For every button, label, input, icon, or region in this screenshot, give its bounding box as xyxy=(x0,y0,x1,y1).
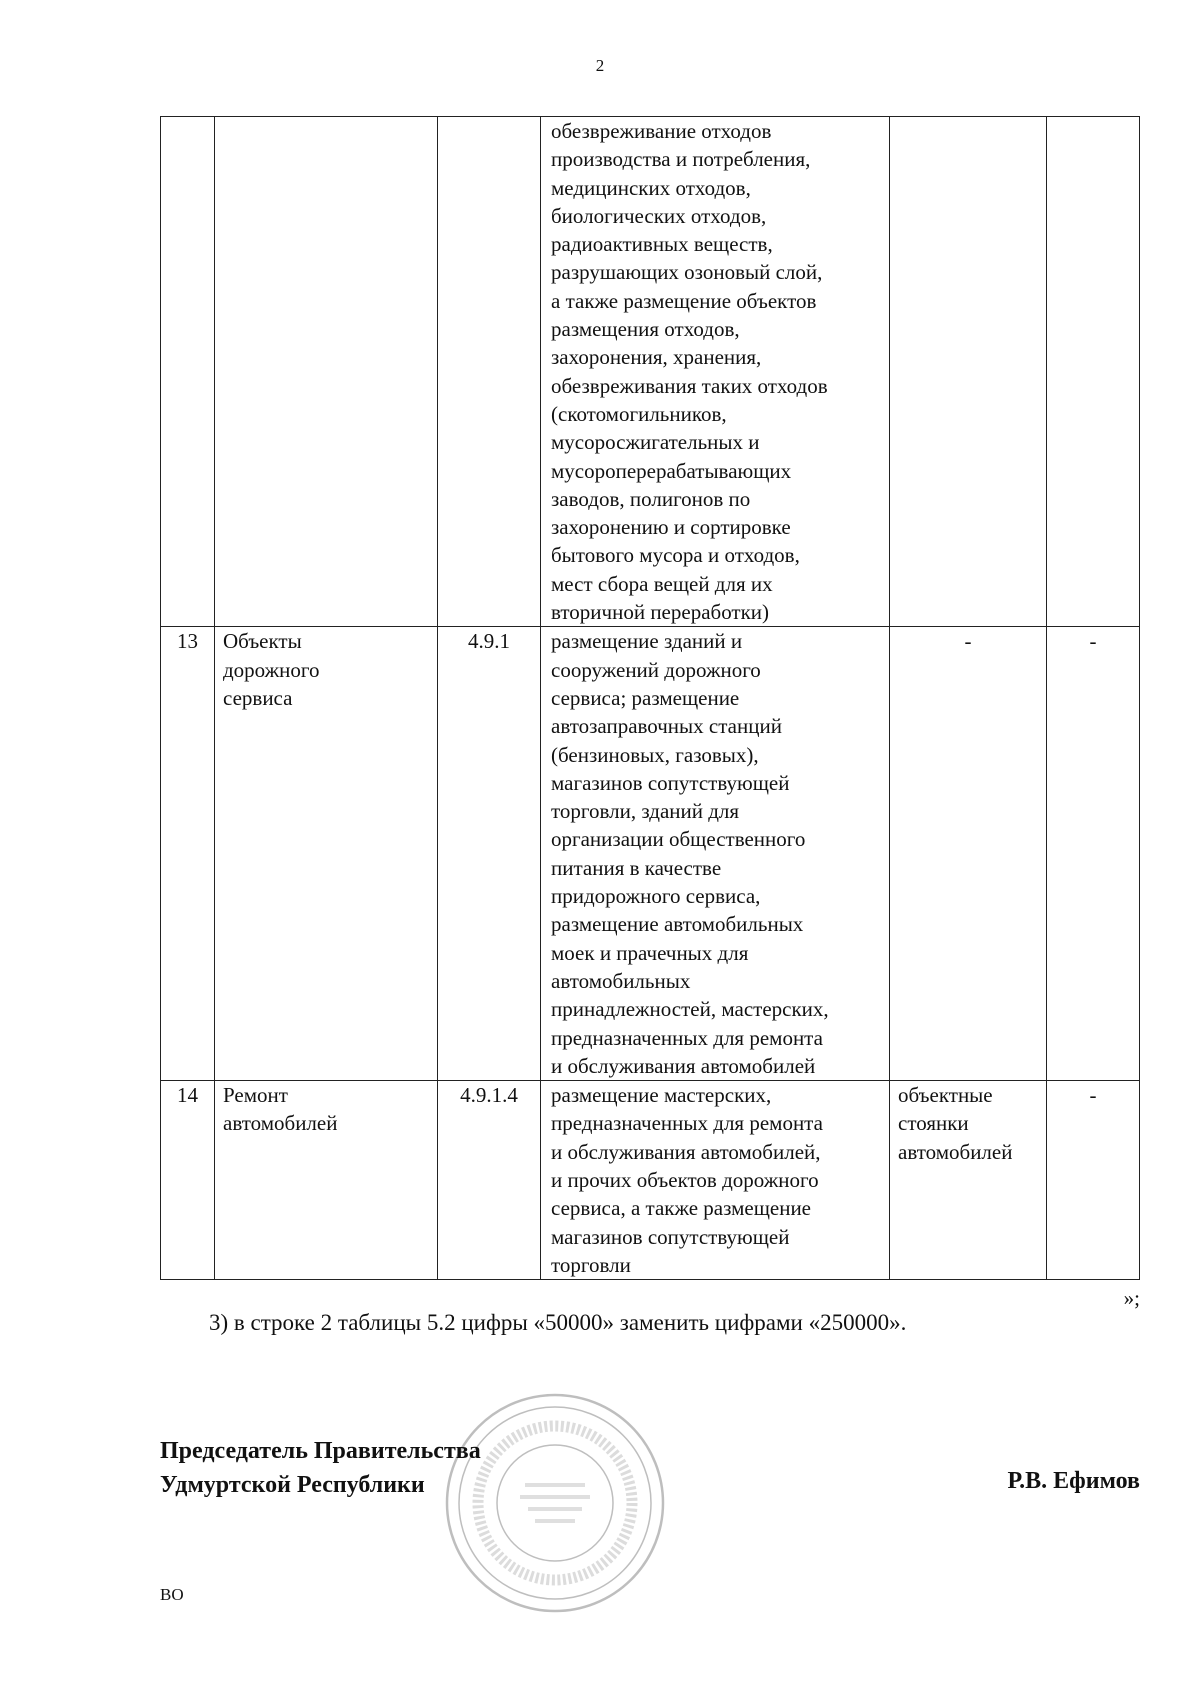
description-line: (скотомогильников, xyxy=(551,401,727,426)
description-line: радиоактивных веществ, xyxy=(551,232,773,257)
auxiliary-use-cell xyxy=(890,117,1047,627)
land-use-description-cell xyxy=(541,1081,890,1280)
description-line: биологических отходов, xyxy=(551,203,767,228)
description-line: питания в качестве xyxy=(551,855,722,880)
row-number-cell xyxy=(161,117,215,627)
signer-title xyxy=(160,1434,481,1502)
description-line: производства и потребления, xyxy=(551,147,811,172)
description-line: принадлежностей, мастерских, xyxy=(551,997,829,1022)
description-line: торговли xyxy=(551,1252,631,1277)
description-line: разрушающих озоновый слой, xyxy=(551,260,823,285)
seal-center-mark xyxy=(535,1519,575,1523)
name-line: сервиса xyxy=(223,685,293,710)
name-line: дорожного xyxy=(223,657,320,682)
table-row xyxy=(161,117,1140,627)
description-line: мусоросжигательных и xyxy=(551,430,760,455)
description-line: размещение автомобильных xyxy=(551,912,804,937)
description-line: торговли, зданий для xyxy=(551,799,740,824)
auxiliary-use-cell xyxy=(890,1081,1047,1280)
description-line: придорожного сервиса, xyxy=(551,884,761,909)
description-line: магазинов сопутствующей xyxy=(551,1224,790,1249)
table-row xyxy=(161,1081,1140,1280)
conditional-use-cell: - xyxy=(1047,1081,1140,1280)
seal-center-mark xyxy=(525,1483,585,1487)
description-line: и обслуживания автомобилей, xyxy=(551,1139,821,1164)
land-use-code-cell: 4.9.1.4 xyxy=(438,1081,541,1280)
auxiliary-use-line: автомобилей xyxy=(898,1139,1013,1164)
description-line: автомобильных xyxy=(551,968,691,993)
conditional-use-cell: - xyxy=(1047,627,1140,1081)
land-use-name-cell xyxy=(215,1081,438,1280)
amendment-paragraph: 3) в строке 2 таблицы 5.2 цифры «50000» заменить цифрами «250000». xyxy=(209,1310,907,1335)
description-line: сервиса, а также размещение xyxy=(551,1196,811,1221)
signer-title-line: Удмуртской Республики xyxy=(160,1472,425,1498)
description-line: организации общественного xyxy=(551,827,806,852)
description-line: размещения отходов, xyxy=(551,317,740,342)
description-line: заводов, полигонов по xyxy=(551,486,751,511)
description-line: моек и прачечных для xyxy=(551,940,749,965)
auxiliary-use-line: стоянки xyxy=(898,1111,969,1136)
land-use-description-cell xyxy=(541,627,890,1081)
table-row xyxy=(161,627,1140,1081)
official-seal-stamp xyxy=(440,1388,670,1618)
closing-quote: »; xyxy=(1123,1286,1140,1310)
description-line: захоронению и сортировке xyxy=(551,515,791,540)
signer-name: Р.В. Ефимов xyxy=(1007,1468,1140,1494)
name-line: Объекты xyxy=(223,629,302,654)
description-line: и прочих объектов дорожного xyxy=(551,1167,819,1192)
description-line: (бензиновых, газовых), xyxy=(551,742,759,767)
land-use-description-cell xyxy=(541,117,890,627)
name-line: автомобилей xyxy=(223,1111,338,1136)
description-line: медицинских отходов, xyxy=(551,175,751,200)
seal-text-band xyxy=(478,1426,632,1580)
name-line: Ремонт xyxy=(223,1083,288,1108)
description-line: вторичной переработки) xyxy=(551,600,770,625)
land-use-code-cell: 4.9.1 xyxy=(438,627,541,1081)
executor-initials: ВО xyxy=(160,1585,184,1604)
description-line: размещение зданий и xyxy=(551,629,743,654)
land-use-code-cell xyxy=(438,117,541,627)
description-line: бытового мусора и отходов, xyxy=(551,543,800,568)
description-line: магазинов сопутствующей xyxy=(551,770,790,795)
row-number-cell: 13 xyxy=(161,627,215,1081)
land-use-name-cell xyxy=(215,627,438,1081)
description-line: обезвреживание отходов xyxy=(551,119,772,143)
description-line: и обслуживания автомобилей xyxy=(551,1053,816,1078)
description-line: мусороперерабатывающих xyxy=(551,458,792,483)
land-use-table xyxy=(160,116,1140,1280)
signer-title-line: Председатель Правительства xyxy=(160,1438,481,1464)
seal-middle-ring xyxy=(459,1407,651,1599)
description-line: а также размещение объектов xyxy=(551,288,817,313)
description-line: сооружений дорожного xyxy=(551,657,761,682)
description-line: автозаправочных станций xyxy=(551,714,782,739)
seal-inner-ring xyxy=(497,1445,613,1561)
auxiliary-use-cell xyxy=(890,627,1047,1081)
description-line: захоронения, хранения, xyxy=(551,345,762,370)
seal-center-mark xyxy=(528,1507,582,1511)
description-line: сервиса; размещение xyxy=(551,685,740,710)
description-line: предназначенных для ремонта xyxy=(551,1111,823,1136)
description-line: мест сбора вещей для их xyxy=(551,571,773,596)
seal-center-mark xyxy=(520,1495,590,1499)
conditional-use-cell xyxy=(1047,117,1140,627)
auxiliary-use-line: - xyxy=(964,629,972,654)
auxiliary-use-line: объектные xyxy=(898,1083,993,1108)
land-use-name-cell xyxy=(215,117,438,627)
page-number: 2 xyxy=(595,56,605,75)
description-line: предназначенных для ремонта xyxy=(551,1025,823,1050)
row-number-cell: 14 xyxy=(161,1081,215,1280)
description-line: размещение мастерских, xyxy=(551,1083,772,1108)
description-line: обезвреживания таких отходов xyxy=(551,373,828,398)
